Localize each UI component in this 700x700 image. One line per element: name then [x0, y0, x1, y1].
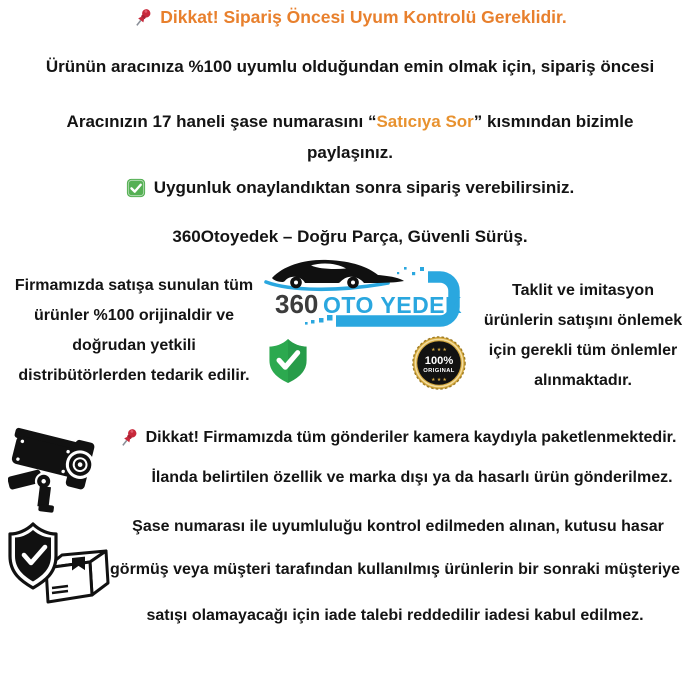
return-policy-line: satışı olamayacağı için iade talebi reddedilir iadesi kabul edilmez. [146, 607, 644, 624]
original-products-text [0, 271, 268, 391]
compliance-heading [0, 6, 700, 29]
anti-counterfeit-line: için gerekli tüm önlemler [488, 342, 678, 359]
compliance-heading-text: Dikkat! Sipariş Öncesi Uyum Kontrolü Gereklidir. [160, 7, 567, 27]
ask-seller-highlight: Satıcıya Sor [376, 112, 474, 131]
anti-counterfeit-line: ürünlerin satışını önlemek [483, 312, 683, 329]
brand-logo [264, 256, 474, 338]
confirm-line-text: Uygunluk onaylandıktan sonra sipariş verebilirsiniz. [153, 178, 575, 197]
intro-line-1: Ürünün aracınıza %100 uyumlu olduğundan emin olmak için, sipariş öncesi [45, 57, 655, 76]
original-products-line: doğrudan yetkili [72, 337, 196, 354]
no-wrong-item-text: İlanda belirtilen özellik ve marka dışı ya da hasarlı ürün gönderilmez. [151, 469, 673, 486]
badge-stars-bottom: ★ ★ ★ [431, 377, 447, 383]
camera-notice-line [95, 426, 700, 449]
intro-line-2-prefix: Aracınızın 17 haneli şase numarasını “ [66, 112, 377, 131]
shield-check-icon [266, 336, 310, 386]
logo-name: OTO YEDEK [323, 292, 463, 318]
confirm-line [0, 178, 700, 198]
intro-line-2 [0, 106, 700, 168]
green-checkbox-icon [126, 178, 146, 198]
original-products-line: ürünler %100 orijinaldir ve [33, 307, 235, 324]
intro-line-2-cont: paylaşınız. [307, 143, 393, 162]
return-policy-line: Şase numarası ile uyumluluğu kontrol edilmeden alınan, kutusu hasar [132, 518, 664, 535]
badge-label: ORIGINAL [423, 368, 455, 375]
pushpin-icon [119, 426, 139, 449]
anti-counterfeit-line: alınmaktadır. [534, 372, 632, 389]
brand-slogan: 360Otoyedek – Doğru Parça, Güvenli Sürüş. [172, 227, 528, 246]
camera-notice-text: Dikkat! Firmamızda tüm gönderiler kamera kaydıyla paketlenmektedir. [145, 428, 677, 446]
original-badge-icon [410, 334, 468, 392]
return-policy-line: görmüş veya müşteri tarafından kullanılmış ürünlerin bir sonraki müşteriye [110, 561, 680, 578]
original-products-line: distribütörlerden tedarik edilir. [18, 367, 250, 384]
intro-line-2-suffix: ” kısmından bizimle [473, 112, 634, 131]
anti-counterfeit-text [466, 276, 700, 396]
original-products-line: Firmamızda satışa sunulan tüm [14, 277, 254, 294]
logo-number: 360 [275, 289, 319, 319]
pushpin-icon [133, 6, 153, 29]
anti-counterfeit-line: Taklit ve imitasyon [512, 282, 654, 299]
badge-percent: 100% [424, 354, 454, 367]
car-icon [266, 260, 404, 289]
badge-stars-top: ★ ★ ★ [431, 347, 447, 353]
